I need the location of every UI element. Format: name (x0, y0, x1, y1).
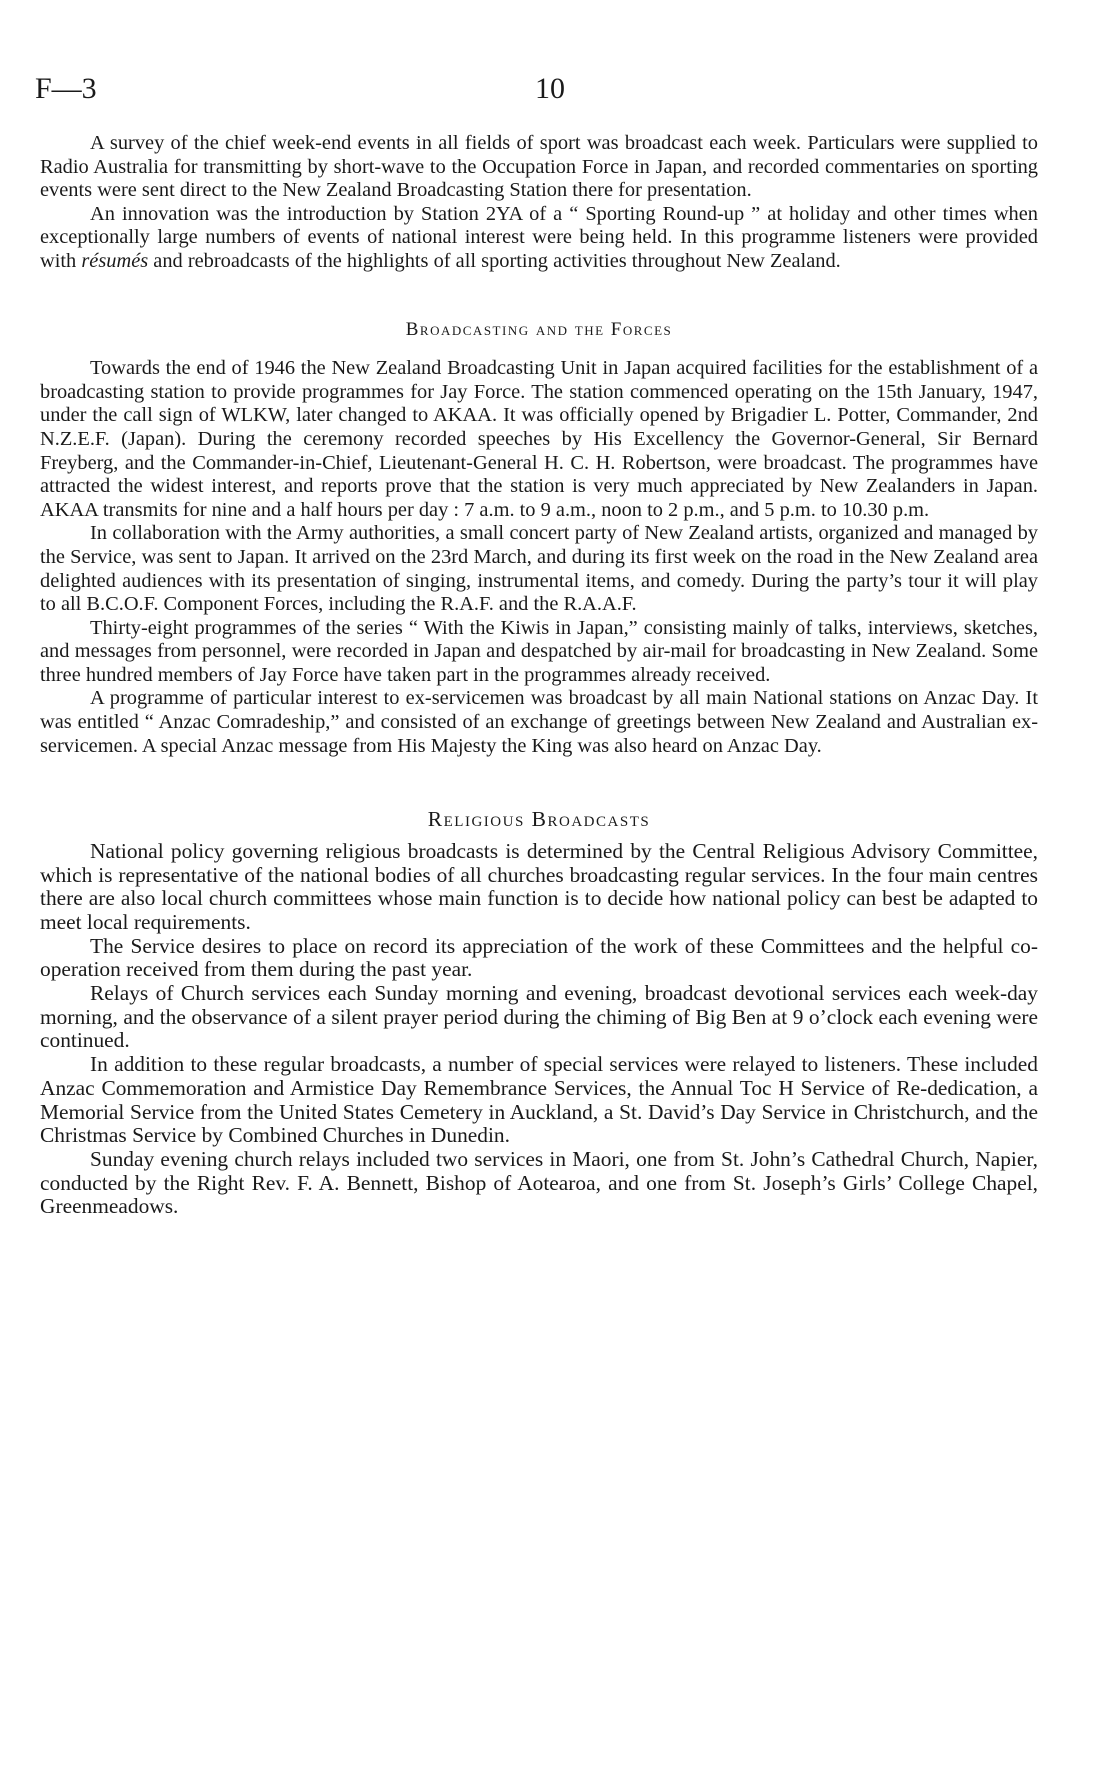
section-heading: Religious Broadcasts (427, 807, 651, 832)
paragraph: National policy governing religious broadcasts is determined by the Central Religious Advisory Committee, which is representative of the national bodies of all churches broadcasting regular services. In the four main centres there are also local church committees whose main function is to decide how national policy can best be adapted to meet local requirements. (40, 838, 1038, 934)
paragraph: In addition to these regular broadcasts, a number of special services were relayed to listeners. These included Anzac Commemoration and Armistice Day Remembrance Services, the Annual Toc H Service of Re-dedication, a Memorial Service from the United States Cemetery in Auckland, a St. David’s Day Service in Christchurch, and the Christmas Service by Combined Churches in Dunedin. (40, 1052, 1038, 1148)
religious-section (40, 840, 1038, 1219)
document-body (40, 132, 1038, 1219)
section-heading: Broadcasting and the Forces (405, 318, 673, 340)
paragraph: A survey of the chief week-end events in all fields of sport was broadcast each week. Particulars were supplied to Radio Australia for transmitting by short-wave to the Occupation Force in Japan, and recorded commentaries on sporting events were sent direct to the New Zealand Broadcasting Station there for presentation. (40, 132, 1038, 202)
paragraph (40, 203, 1038, 274)
paragraph: The Service desires to place on record its appreciation of the work of these Committees and the helpful co-operation received from them during the past year. (40, 933, 1038, 982)
page-header (35, 72, 575, 112)
sport-section (40, 132, 1038, 274)
report-reference: F—3 (35, 72, 97, 105)
paragraph: A programme of particular interest to ex-servicemen was broadcast by all main National stations on Anzac Day. It was entitled “ Anzac Comradeship,” and consisted of an exchange of greetings between New Zealand and Australian ex-servicemen. A special Anzac message from His Majesty the King was also heard on Anzac Day. (40, 687, 1038, 757)
forces-section (40, 357, 1038, 758)
paragraph: Towards the end of 1946 the New Zealand Broadcasting Unit in Japan acquired facilities for the establishment of a broadcasting station to provide programmes for Jay Force. The station commenced operating on the 15th January, 1947, under the call sign of WLKW, later changed to AKAA. It was officially opened by Brigadier L. Potter, Commander, 2nd N.Z.E.F. (Japan). During the ceremony recorded speeches by His Excellency the Governor-General, Sir Bernard Freyberg, and the Commander-in-Chief, Lieutenant-General H. C. H. Robertson, were broadcast. The programmes have attracted the widest interest, and reports prove that the station is very much appreciated by New Zealanders in Japan. AKAA transmits for nine and a half hours per day : 7 a.m. to 9 a.m., noon to 2 p.m., and 5 p.m. to 10.30 p.m. (40, 357, 1038, 521)
paragraph: Thirty-eight programmes of the series “ With the Kiwis in Japan,” consisting mainly of talks, interviews, sketches, and messages from personnel, were recorded in Japan and despatched by air-mail for broadcasting in New Zealand. Some three hundred members of Jay Force have taken part in the programmes already received. (40, 616, 1038, 686)
paragraph: Relays of Church services each Sunday morning and evening, broadcast devotional services each week-day morning, and the observance of a silent prayer period during the chiming of Big Ben at 9 o’clock each evening were continued. (40, 981, 1038, 1053)
paragraph: In collaboration with the Army authorities, a small concert party of New Zealand artists, organized and managed by the Service, was sent to Japan. It arrived on the 23rd March, and during its first week on the road in the New Zealand area delighted audiences with its presentation of singing, instrumental items, and comedy. During the party’s tour it will play to all B.C.O.F. Component Forces, including the R.A.F. and the R.A.A.F. (40, 522, 1038, 616)
page-number: 10 (535, 72, 565, 105)
paragraph-text: and rebroadcasts of the highlights of all sporting activities throughout New Zealand. (148, 249, 841, 272)
italic-term: résumés (81, 249, 149, 272)
paragraph-text: An innovation was the introduction by Station 2YA of a “ Sporting Round-up ” at holiday and other times when exceptionally large numbers of events of national interest were being held. In this programme listeners were provided with (40, 202, 1038, 272)
paragraph: Sunday evening church relays included two services in Maori, one from St. John’s Cathedral Church, Napier, conducted by the Right Rev. F. A. Bennett, Bishop of Aotearoa, and one from St. Joseph’s Girls’ College Chapel, Greenmeadows. (40, 1146, 1038, 1219)
